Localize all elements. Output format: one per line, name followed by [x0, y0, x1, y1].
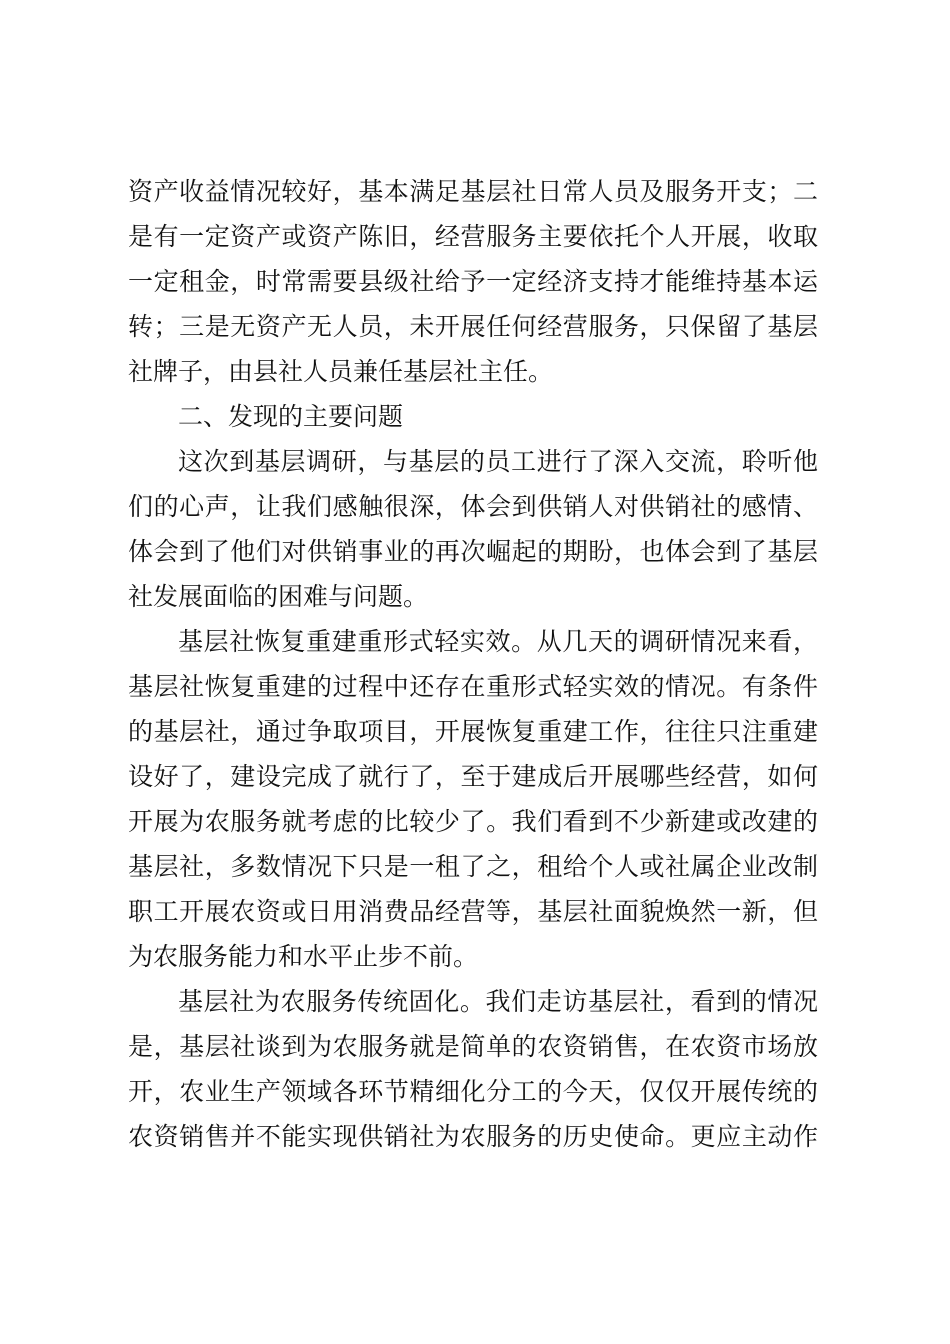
paragraph-3-line-4: 设好了，建设完成了就行了，至于建成后开展哪些经营，如何 [128, 762, 818, 791]
document-body [128, 174, 818, 1164]
paragraph-2-line-3: 体会到了他们对供销事业的再次崛起的期盼，也体会到了基层 [128, 537, 818, 566]
paragraph-4-line-4: 农资销售并不能实现供销社为农服务的历史使命。更应主动作 [128, 1122, 818, 1151]
paragraph-1-line-3: 一定租金，时常需要县级社给予一定经济支持才能维持基本运 [128, 267, 818, 296]
paragraph-2-line-1: 这次到基层调研，与基层的员工进行了深入交流，聆听他 [178, 447, 818, 476]
paragraph-1-line-4: 转；三是无资产无人员，未开展任何经营服务，只保留了基层 [128, 312, 818, 341]
paragraph-2-line-2: 们的心声，让我们感触很深，体会到供销人对供销社的感情、 [128, 492, 818, 521]
paragraph-3-line-3: 的基层社，通过争取项目，开展恢复重建工作，往往只注重建 [128, 717, 818, 746]
paragraph-3-line-1: 基层社恢复重建重形式轻实效。从几天的调研情况来看， [178, 627, 818, 656]
paragraph-3-line-7: 职工开展农资或日用消费品经营等，基层社面貌焕然一新，但 [128, 897, 818, 926]
paragraph-1-line-5: 社牌子，由县社人员兼任基层社主任。 [128, 357, 554, 386]
paragraph-3-line-5: 开展为农服务就考虑的比较少了。我们看到不少新建或改建的 [128, 807, 818, 836]
section-heading: 二、发现的主要问题 [178, 402, 404, 431]
paragraph-3-line-6: 基层社，多数情况下只是一租了之，租给个人或社属企业改制 [128, 852, 818, 881]
paragraph-1-line-1: 资产收益情况较好，基本满足基层社日常人员及服务开支；二 [128, 177, 818, 206]
paragraph-4-line-1: 基层社为农服务传统固化。我们走访基层社，看到的情况 [178, 987, 818, 1016]
paragraph-3-line-2: 基层社恢复重建的过程中还存在重形式轻实效的情况。有条件 [128, 672, 818, 701]
paragraph-3-line-8: 为农服务能力和水平止步不前。 [128, 942, 479, 971]
paragraph-2-line-4: 社发展面临的困难与问题。 [128, 582, 429, 611]
paragraph-1-line-2: 是有一定资产或资产陈旧，经营服务主要依托个人开展，收取 [128, 222, 818, 251]
paragraph-4-line-2: 是，基层社谈到为农服务就是简单的农资销售，在农资市场放 [128, 1032, 818, 1061]
paragraph-4-line-3: 开，农业生产领域各环节精细化分工的今天，仅仅开展传统的 [128, 1077, 818, 1106]
